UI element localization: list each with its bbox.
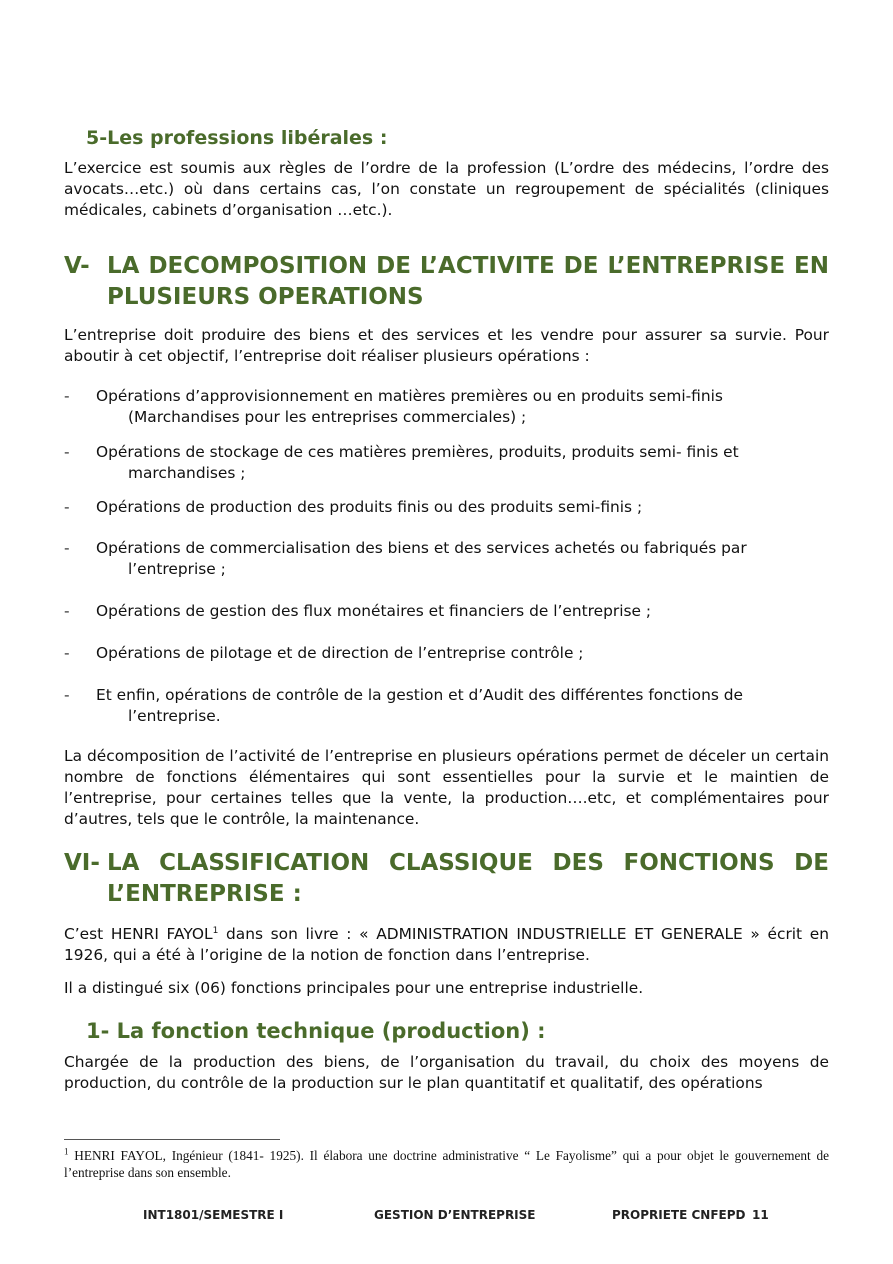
fayol-text-start: C’est HENRI FAYOL	[64, 925, 213, 943]
list-item	[64, 685, 829, 727]
bullet-dash: -	[64, 443, 70, 461]
list-item-continuation: (Marchandises pour les entreprises commerciales) ;	[128, 408, 527, 426]
list-item-text: Opérations de gestion des flux monétaires et financiers de l’entreprise ;	[96, 602, 652, 620]
list-item-continuation: l’entreprise ;	[128, 560, 226, 578]
list-item-text: Opérations de commercialisation des biens et des services achetés ou fabriqués par	[96, 539, 747, 557]
section-title: LA DECOMPOSITION DE L’ACTIVITE DE L’ENTREPRISE EN PLUSIEURS OPERATIONS	[107, 253, 829, 310]
bullet-dash: -	[64, 644, 70, 662]
footnote-text: HENRI FAYOL, Ingénieur (1841- 1925). Il élabora une doctrine administrative “ Le Fayolisme” qui a pour objet le gouvernement de l’entreprise dans son ensemble.	[64, 1148, 829, 1180]
section-title: LA CLASSIFICATION CLASSIQUE DES FONCTIONS DE L’ENTREPRISE :	[107, 850, 829, 907]
list-item	[64, 497, 829, 518]
list-item-text: Opérations de production des produits finis ou des produits semi-finis ;	[96, 498, 643, 516]
footnote-separator	[64, 1139, 280, 1140]
footer-owner: PROPRIETE CNFEPD	[612, 1208, 746, 1222]
list-item	[64, 442, 829, 484]
paragraph-technical-function: Chargée de la production des biens, de l’organisation du travail, du choix des moyens de production, du contrôle de la production sur le plan quantitatif et qualitatif, des opérations	[64, 1053, 829, 1092]
footnote-reference[interactable]: 1	[212, 925, 219, 936]
list-item-text: Opérations de pilotage et de direction de l’entreprise contrôle ;	[96, 644, 584, 662]
paragraph-intro-operations: L’entreprise doit produire des biens et des services et les vendre pour assurer sa survie. Pour aboutir à cet objectif, l’entreprise doit réaliser plusieurs opérations :	[64, 326, 829, 365]
list-item	[64, 601, 829, 622]
operations-list	[64, 386, 829, 727]
bullet-dash: -	[64, 498, 70, 516]
paragraph-fayol	[64, 924, 829, 966]
section-heading-v	[64, 251, 829, 313]
section-heading-vi	[64, 848, 829, 910]
list-item-text: Et enfin, opérations de contrôle de la gestion et d’Audit des différentes fonctions de	[96, 686, 743, 704]
bullet-dash: -	[64, 602, 70, 620]
paragraph-conclusion: La décomposition de l’activité de l’entreprise en plusieurs opérations permet de déceler un certain nombre de fonctions élémentaires qui sont essentielles pour la survie et le maintien de l’entreprise, pour certaines telles que la vente, la production….etc, et complémentaires pour d’autres, tels que le contrôle, la maintenance.	[64, 747, 829, 828]
bullet-dash: -	[64, 387, 70, 405]
list-item-continuation: l’entreprise.	[128, 707, 221, 725]
list-item-text: Opérations de stockage de ces matières premières, produits, produits semi- finis et	[96, 443, 739, 461]
section-number: V-	[64, 253, 90, 279]
paragraph-six-functions: Il a distingué six (06) fonctions principales pour une entreprise industrielle.	[64, 979, 644, 997]
subsection-heading-technical-function: 1- La fonction technique (production) :	[86, 1019, 546, 1043]
bullet-dash: -	[64, 539, 70, 557]
footer-course-code: INT1801/SEMESTRE I	[143, 1208, 284, 1222]
footnote-marker: 1	[64, 1146, 69, 1157]
list-item-continuation: marchandises ;	[128, 464, 246, 482]
list-item	[64, 538, 829, 580]
section-number: VI-	[64, 850, 100, 876]
list-item	[64, 386, 829, 428]
fayol-text-end: dans son livre : « ADMINISTRATION INDUSTRIELLE ET GENERALE » écrit en 1926, qui a été à l’origine de la notion de fonction dans l’entreprise.	[64, 925, 829, 964]
subsection-heading-liberal-professions: 5-Les professions libérales :	[86, 127, 388, 149]
bullet-dash: -	[64, 686, 70, 704]
footnote	[64, 1147, 829, 1181]
page-number: 11	[752, 1208, 769, 1222]
paragraph-liberal-professions: L’exercice est soumis aux règles de l’ordre de la profession (L’ordre des médecins, l’ordre des avocats…etc.) où dans certains cas, l’on constate un regroupement de spécialités (cliniques médicales, cabinets d’organisation …etc.).	[64, 159, 829, 219]
page-content	[64, 126, 829, 1094]
list-item-text: Opérations d’approvisionnement en matières premières ou en produits semi-finis	[96, 387, 723, 405]
footer-course-title: GESTION D’ENTREPRISE	[374, 1208, 536, 1222]
list-item	[64, 643, 829, 664]
